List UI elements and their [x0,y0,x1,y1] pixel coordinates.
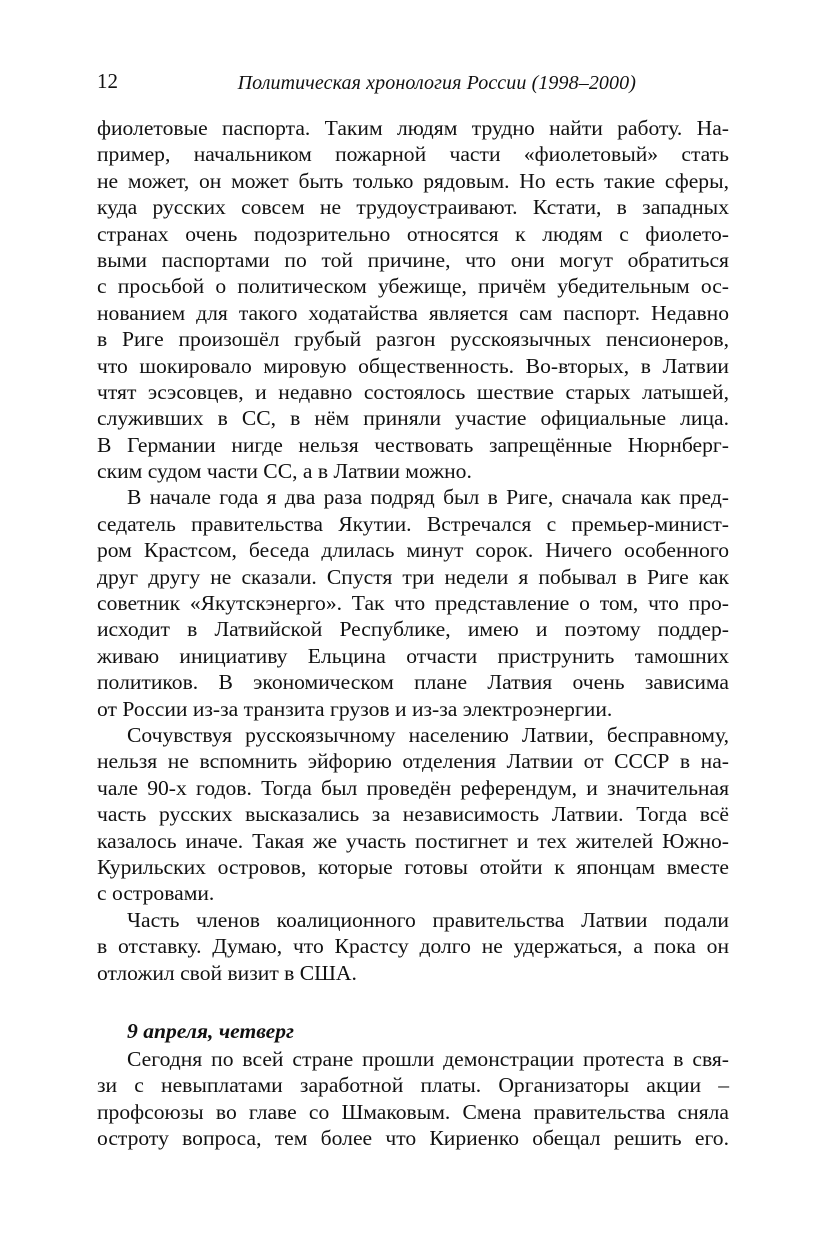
text-line: с просьбой о политическом убежище, причём убедительным ос- [97,274,729,299]
text-line: советник «Якутскэнерго». Так что представление о том, что про- [97,591,729,616]
text-line: чтят эсэсовцев, и недавно состоялось шествие старых латышей, [97,379,729,404]
running-title: Политическая хронология России (1998–2000) [237,72,636,94]
text-line: Часть членов коалиционного правительства Латвии подали [127,907,729,932]
text-line: отложил свой визит в США. [97,960,357,985]
text-line: живаю инициативу Ельцина отчасти приструнить тамошних [97,643,729,668]
text-line: куда русских совсем не трудоустраивают. Кстати, в западных [97,195,729,220]
text-line: друг другу не сказали. Спустя три недели я побывал в Риге как [97,564,729,589]
text-line: что шокировало мировую общественность. Во-вторых, в Латвии [97,353,729,378]
text-line: странах очень подозрительно относятся к людям с фиолето- [97,221,729,246]
text-line: остроту вопроса, тем более что Кириенко обещал решить его. [97,1126,729,1151]
text-line: нельзя не вспомнить эйфорию отделения Латвии от СССР в на- [97,749,729,774]
text-line: нованием для такого ходатайства является сам паспорт. Недавно [97,300,729,325]
text-line: зи с невыплатами заработной платы. Организаторы акции – [97,1073,729,1098]
text-line: чале 90-х годов. Тогда был проведён референдум, и значительная [97,775,729,800]
main-text [97,115,729,986]
page-header [97,67,729,97]
text-line: ским судом части СС, а в Латвии можно. [97,459,472,484]
text-line: пример, начальником пожарной части «фиолетовый» стать [97,142,729,167]
text-line: ром Крастсом, беседа длилась минут сорок. Ничего особенного [97,538,729,563]
page-number: 12 [97,69,118,93]
text-line: с островами. [97,881,215,906]
text-line: часть русских высказались за независимость Латвии. Тогда всё [97,802,729,827]
entry-text [97,1046,729,1152]
text-line: выми паспортами по той причине, что они могут обратиться [97,247,729,272]
text-line: фиолетовые паспорта. Таким людям трудно найти работу. На- [97,116,729,140]
text-line: казалось иначе. Такая же участь постигнет и тех жителей Южно- [97,828,729,853]
entry-date-heading: 9 апреля, четверг [127,1019,295,1043]
text-line: седатель правительства Якутии. Встречался с премьер-минист- [97,511,729,536]
text-line: В начале года я два раза подряд был в Риге, сначала как пред- [127,485,729,510]
text-line: политиков. В экономическом плане Латвия очень зависима [97,670,729,695]
text-line: профсоюзы во главе со Шмаковым. Смена правительства сняла [97,1099,729,1124]
text-line: от России из-за транзита грузов и из-за электроэнергии. [97,696,613,721]
text-line: исходит в Латвийской Республике, имею и поэтому поддер- [97,617,729,642]
text-line: служивших в СС, в нём приняли участие официальные лица. [97,406,729,431]
text-line: В Германии нигде нельзя чествовать запрещённые Нюрнберг- [97,432,729,457]
text-line: в отставку. Думаю, что Крастсу долго не удержаться, а пока он [97,934,729,959]
text-line: Сегодня по всей стране прошли демонстрации протеста в свя- [127,1047,729,1071]
text-line: не может, он может быть только рядовым. Но есть такие сферы, [97,168,729,193]
text-line: Курильских островов, которые готовы отойти к японцам вместе [97,854,729,879]
text-line: Сочувствуя русскоязычному населению Латвии, бесправному, [127,722,729,747]
text-line: в Риге произошёл грубый разгон русскоязычных пенсионеров, [97,327,729,352]
